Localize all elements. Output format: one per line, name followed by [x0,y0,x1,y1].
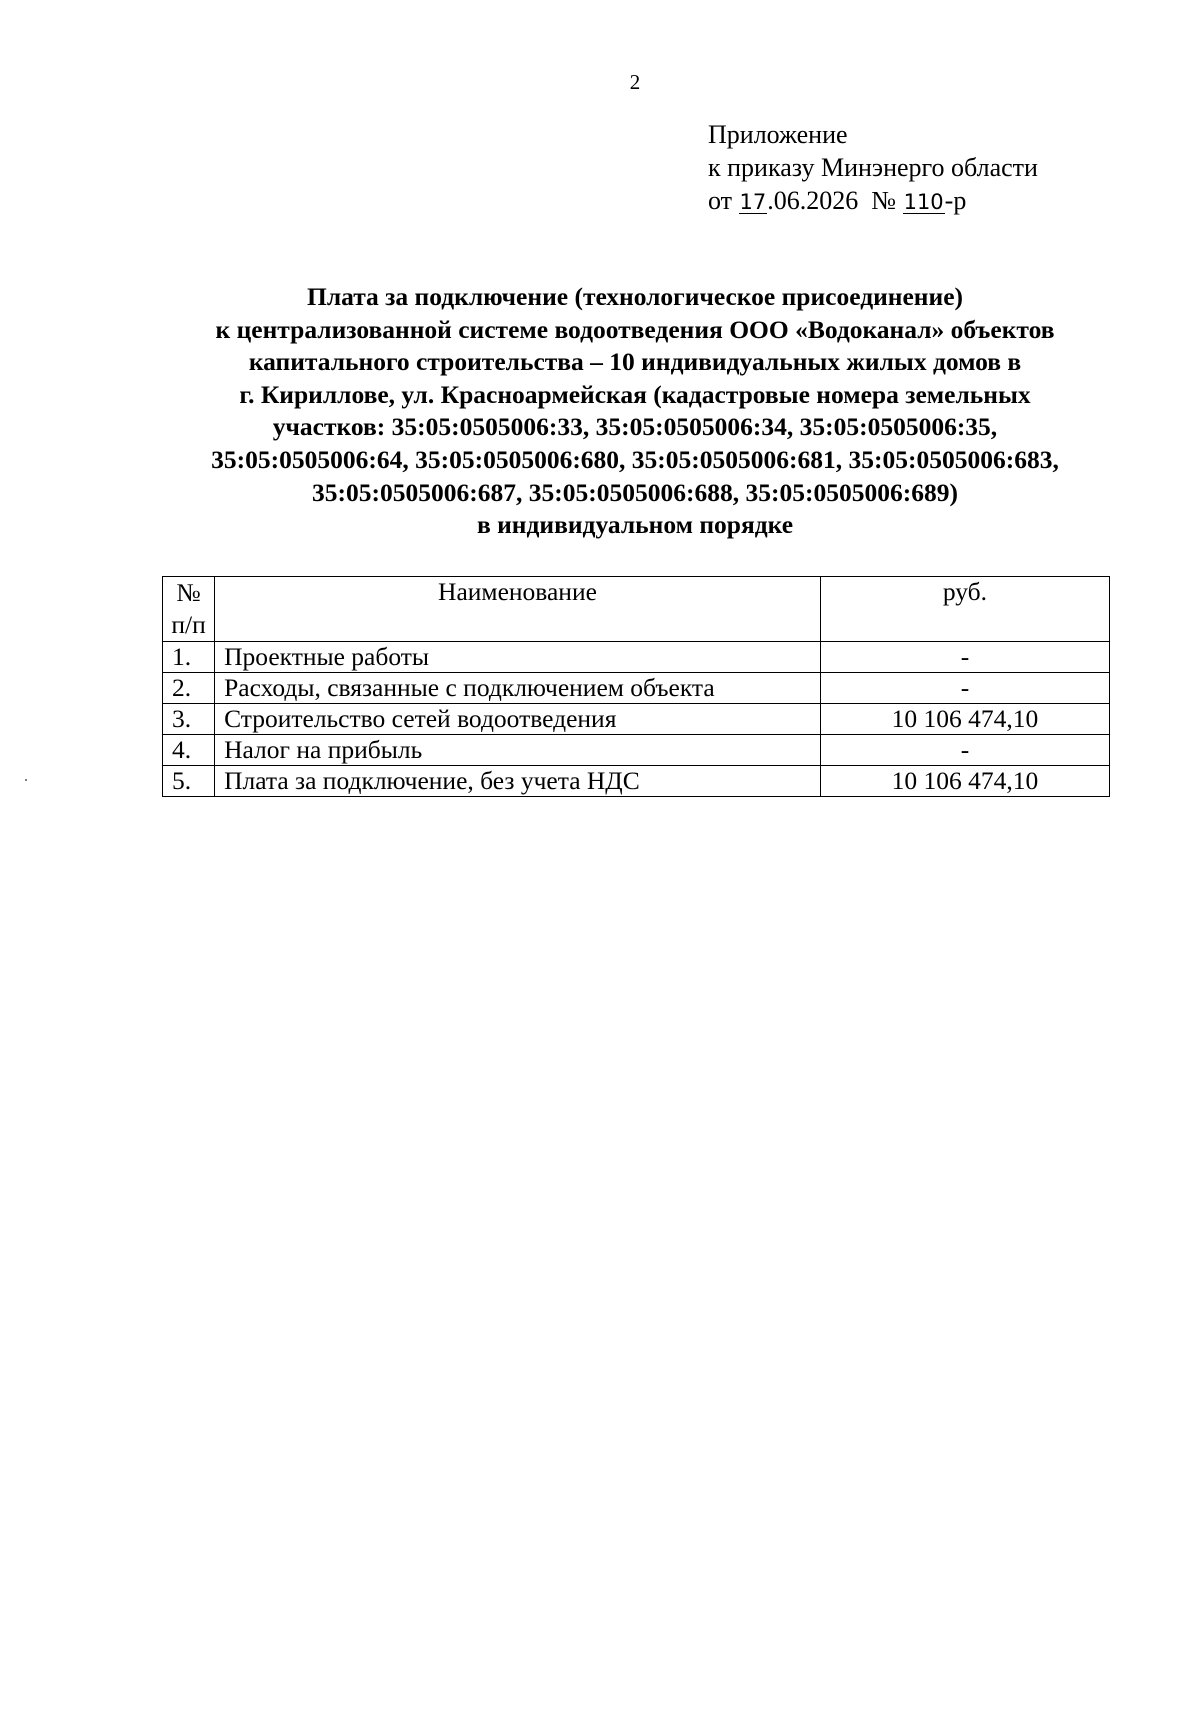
handwritten-order-number: 110 [903,190,944,214]
header-num-abbrev: п/п [171,610,206,639]
table-header-row [163,577,1110,642]
page-number: 2 [629,70,641,94]
row-value: 10 106 474,10 [820,704,1109,735]
table-row [163,673,1110,704]
fee-table [162,576,1110,797]
appendix-order-reference: к приказу Минэнерго области [708,153,1038,182]
row-value: - [820,735,1109,766]
header-rub: руб. [820,577,1109,642]
appendix-date-line [708,184,1038,217]
table-row [163,766,1110,797]
table-row [163,642,1110,673]
title-line: 35:05:0505006:687, 35:05:0505006:688, 35:05:0505006:689) [312,477,958,507]
number-prefix: № [871,186,903,215]
date-prefix: от [708,186,739,215]
row-value: - [820,642,1109,673]
row-value: 10 106 474,10 [820,766,1109,797]
header-num [163,577,215,642]
table-row [163,704,1110,735]
title-line: к централизованной системе водоотведения ООО «Водоканал» объектов [215,314,1055,344]
title-line: капитального строительства – 10 индивидуальных жилых домов в [248,347,1022,377]
row-number: 1. [163,642,215,673]
row-number: 2. [163,673,215,704]
appendix-label: Приложение [708,120,848,149]
title-line: Плата за подключение (технологическое присоединение) [306,282,963,311]
header-num-symbol: № [176,578,201,607]
row-number: 4. [163,735,215,766]
scan-speck [25,779,27,781]
table-row [163,735,1110,766]
date-rest: .06.2026 [767,186,859,215]
document-title [100,281,1170,542]
row-value: - [820,673,1109,704]
row-number: 5. [163,766,215,797]
title-line: участков: 35:05:0505006:33, 35:05:0505006:34, 35:05:0505006:35, [272,412,998,442]
row-number: 3. [163,704,215,735]
header-name: Наименование [215,577,821,642]
handwritten-day: 17 [739,190,767,214]
row-name: Проектные работы [215,642,821,673]
title-line: в индивидуальном порядке [476,510,794,540]
row-name: Расходы, связанные с подключением объекта [215,673,821,704]
row-name: Строительство сетей водоотведения [215,704,821,735]
appendix-block [708,118,1038,217]
title-line: 35:05:0505006:64, 35:05:0505006:680, 35:05:0505006:681, 35:05:0505006:683, [211,444,1059,474]
row-name: Плата за подключение, без учета НДС [215,766,821,797]
title-line: г. Кириллове, ул. Красноармейская (кадастровые номера земельных [239,379,1031,409]
number-suffix: -р [944,186,967,215]
row-name: Налог на прибыль [215,735,821,766]
